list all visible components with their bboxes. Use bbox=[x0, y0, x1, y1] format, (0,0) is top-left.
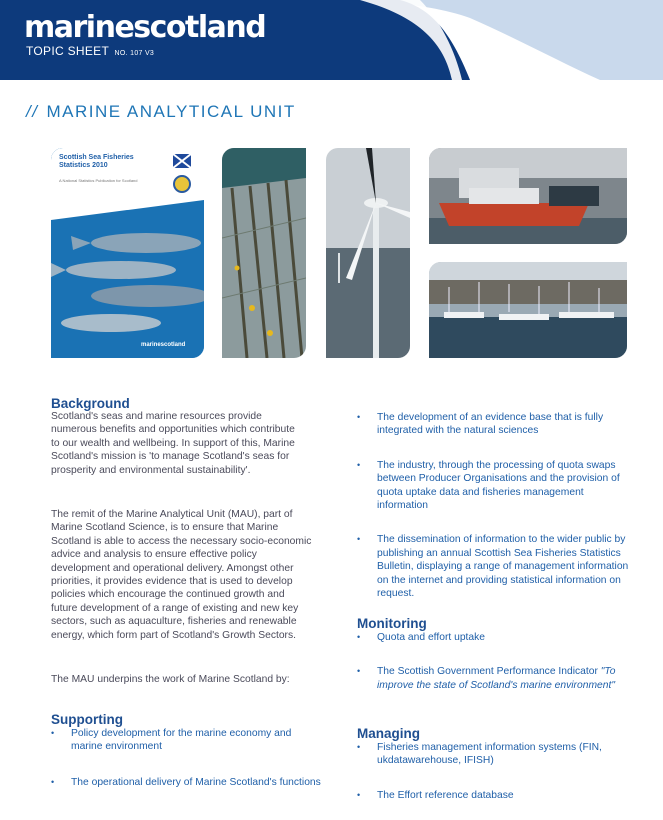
header-banner bbox=[0, 0, 663, 80]
title-prefix: // bbox=[26, 102, 39, 121]
title-text: MARINE ANALYTICAL UNIT bbox=[46, 102, 296, 121]
list-item: • Policy development for the marine economy and marine environment bbox=[51, 727, 323, 754]
page-title bbox=[26, 102, 296, 122]
monitoring-list bbox=[357, 631, 627, 692]
marina-art bbox=[429, 262, 627, 358]
managing-heading: Managing bbox=[357, 726, 420, 741]
indicator-quote: "To improve the state of Scotland's marine environment" bbox=[377, 666, 616, 691]
supporting-list bbox=[51, 727, 323, 789]
indicator-prefix: The Scottish Government Performance Indicator bbox=[377, 666, 601, 678]
list-item: • Fisheries management information systems (FIN, ukdatawarehouse, IFISH) bbox=[357, 741, 632, 768]
fishing-nets-image bbox=[222, 148, 306, 358]
list-item: • The dissemination of information to the wider public by publishing an annual Scottish Sea Fisheries Statistics Bulletin, displaying a range of management information on the internet and providing statistical information on request. bbox=[357, 533, 632, 600]
nets-art bbox=[222, 148, 306, 358]
list-item: • The industry, through the processing of quota swaps between Producer Organisations and the provision of quota uptake data and fisheries management information bbox=[357, 459, 632, 513]
list-item: • The operational delivery of Marine Scotland's functions bbox=[51, 776, 323, 789]
supporting-heading: Supporting bbox=[51, 712, 123, 727]
ship-harbour-image bbox=[429, 148, 627, 244]
list-item: • Quota and effort uptake bbox=[357, 631, 627, 644]
background-paragraph-1: Scotland's seas and marine resources provide numerous benefits and opportunities which contribute to our wealth and wellbeing. In support of this, Marine Scotland's mission is 'to manage Scotland's seas for prosperity and environmental sustainability'. bbox=[51, 411, 295, 476]
list-item-indicator bbox=[357, 665, 627, 692]
background-paragraph-2: The remit of the Marine Analytical Unit (MAU), part of Marine Scotland Science, is to ensure that Marine Scotland is able to access the necessary socio-economic advice and analysis to ensure effective policy development and operational delivery. Amongst other priorities, it provides evidence that is used to develop policies which encourage the continued growth and future development of a range of existing and new key sectors, such as aquaculture, fisheries and renewable energy, which form part of Scotland's Growth Sectors. bbox=[51, 509, 312, 641]
brand-logo[interactable]: marinescotland bbox=[24, 10, 266, 45]
list-item: • The development of an evidence base that is fully integrated with the natural sciences bbox=[357, 411, 632, 438]
cover-logo: marinescotland bbox=[141, 342, 186, 348]
mau-role-list bbox=[357, 411, 632, 600]
topic-label: TOPIC SHEET bbox=[26, 44, 109, 58]
marina-image bbox=[429, 262, 627, 358]
report-cover-image bbox=[51, 148, 204, 358]
background-heading: Background bbox=[51, 396, 130, 411]
ship-art bbox=[429, 148, 627, 244]
cover-title: Scottish Sea Fisheries Statistics 2010 bbox=[59, 154, 134, 169]
managing-list bbox=[357, 741, 632, 802]
list-item: • The Effort reference database bbox=[357, 789, 632, 802]
background-paragraph-3: The MAU underpins the work of Marine Scotland by: bbox=[51, 674, 290, 685]
monitoring-heading: Monitoring bbox=[357, 616, 427, 631]
wind-turbine-image bbox=[326, 148, 410, 358]
cover-subtitle: A National Statistics Publication for Scotland bbox=[59, 178, 138, 183]
turbine-art bbox=[326, 148, 410, 358]
topic-sheet-label bbox=[26, 44, 154, 58]
topic-number: NO. 107 V3 bbox=[114, 50, 155, 57]
